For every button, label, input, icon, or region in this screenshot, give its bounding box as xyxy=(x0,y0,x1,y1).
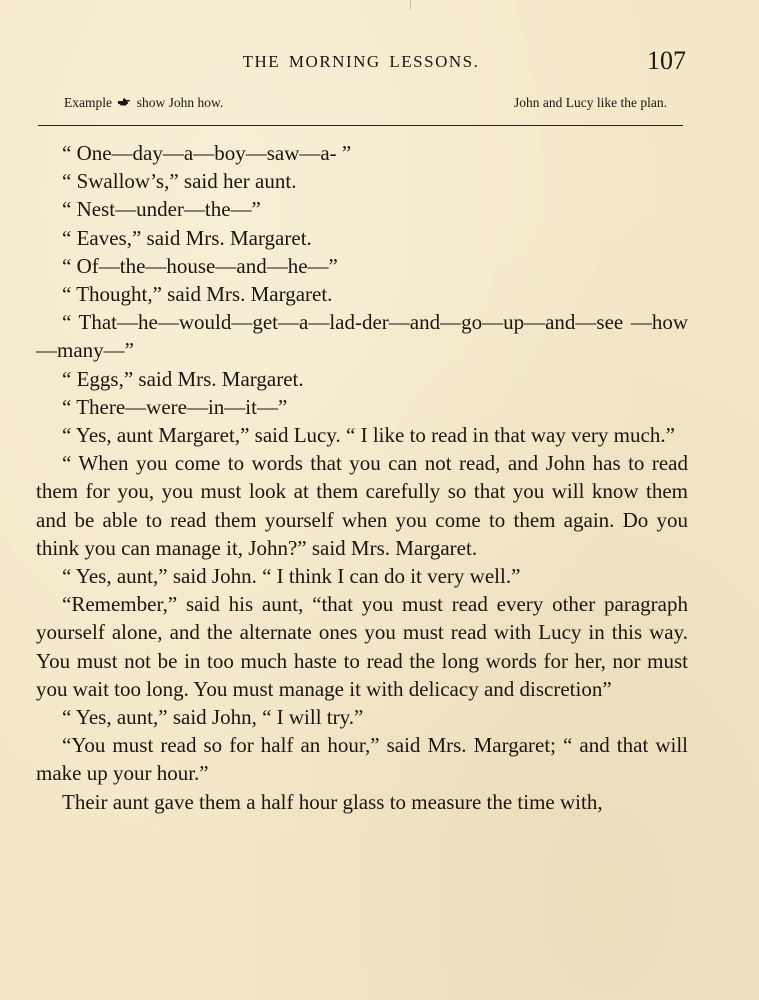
paragraph-8: “ Eggs,” said Mrs. Margaret. xyxy=(62,366,304,391)
paragraph-2: “ Swallow’s,” said her aunt. xyxy=(62,169,297,194)
paragraph-10: “ Yes, aunt Margaret,” said Lucy. “ I like to read in that way very much.” xyxy=(62,423,675,448)
paragraph-1: “ One—day—a—boy—saw—a- ” xyxy=(62,141,352,165)
marginal-notes xyxy=(36,95,681,117)
page-number: 107 xyxy=(647,46,686,75)
paragraph-4: “ Eaves,” said Mrs. Margaret. xyxy=(62,225,312,250)
paragraph-7: “ That—he—would—get—a—lad-der—and—go—up—and—see —how—many—” xyxy=(36,310,688,363)
paper-speck xyxy=(410,0,411,10)
paragraph-16: Their aunt gave them a half hour glass to measure the time with, xyxy=(62,789,603,814)
paragraph-5: “ Of—the—house—and—he—” xyxy=(62,253,338,278)
sidenote-right: John and Lucy like the plan. xyxy=(514,95,667,110)
paragraph-11: “ When you come to words that you can not read, and John has to read them for you, you must look at them carefully so that you will know them and be able to read them yourself when you come to them again. Do you think you can manage it, John?” said Mrs. Margaret. xyxy=(36,451,688,560)
header-rule xyxy=(38,125,683,126)
body-text xyxy=(36,139,688,816)
running-title: THE MORNING LESSONS. xyxy=(242,52,480,71)
paragraph-3: “ Nest—under—the—” xyxy=(62,197,261,222)
paragraph-6: “ Thought,” said Mrs. Margaret. xyxy=(62,282,333,307)
paragraph-13: “Remember,” said his aunt, “that you must read every other paragraph yourself alone, and the alternate ones you must read with Lucy in this way. You must not be in too much haste to read the long words for her, nor must you wait too long. You must manage it with delicacy and discretion” xyxy=(36,592,688,701)
paragraph-15: “You must read so for half an hour,” said Mrs. Margaret; “ and that will make up your hour.” xyxy=(36,733,688,786)
sidenote-left-text-b: show John how. xyxy=(136,95,224,110)
paragraph-12: “ Yes, aunt,” said John. “ I think I can do it very well.” xyxy=(62,564,521,589)
paragraph-14: “ Yes, aunt,” said John, “ I will try.” xyxy=(62,705,364,730)
pointing-hand-icon xyxy=(117,96,131,108)
running-head xyxy=(36,46,686,78)
sidenote-left xyxy=(64,95,223,111)
paragraph-9: “ There—were—in—it—” xyxy=(62,394,288,419)
sidenote-left-text-a: Example xyxy=(64,95,112,110)
